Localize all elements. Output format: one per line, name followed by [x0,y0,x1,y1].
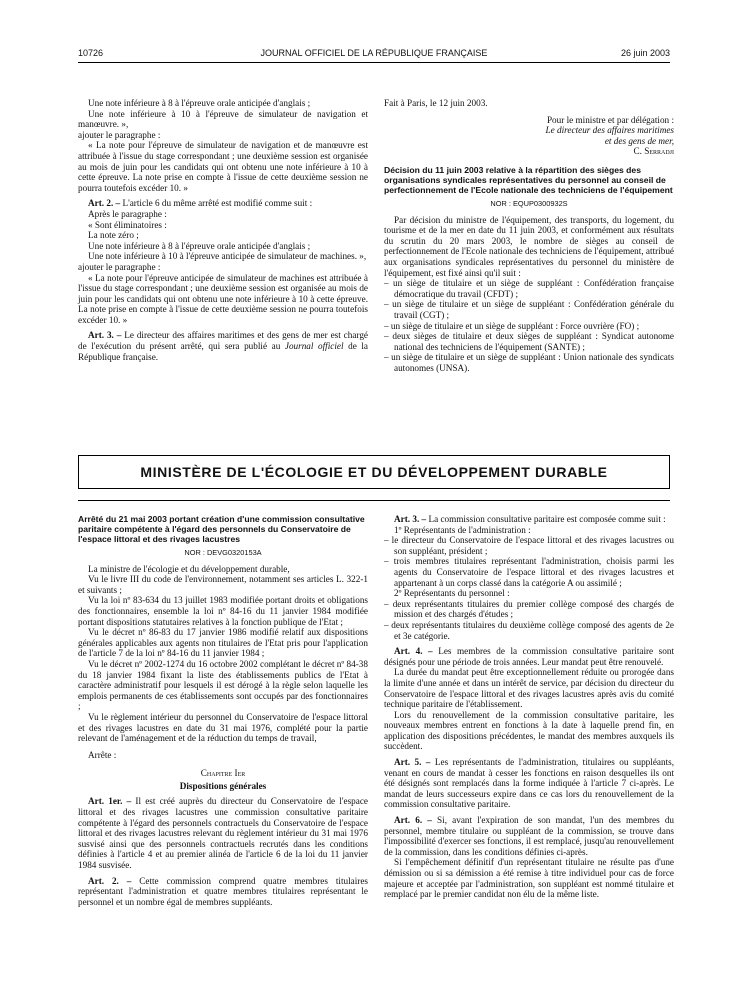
paragraph: Une note inférieure à 10 à l'épreuve de simulateur de navigation et manœuvre. », [78,108,368,130]
article-label: Art. 3. – [394,514,427,524]
article-label: Art. 2. – [88,198,121,209]
article-2 [78,876,368,908]
paragraph: Vu le livre III du code de l'environnement, notamment ses articles L. 322-1 et suivants ; [78,574,368,595]
page-header [78,48,670,60]
article-text: Cette commission comprend quatre membres titulaires représentant l'administration et quatre membres titulaires représentant le personnel et un nombre égal de membres suppléants. [78,875,368,907]
seat-list [384,278,674,373]
decision-body: Par décision du ministre de l'équipement, des transports, du logement, du tourisme et de la mer en date du 11 juin 2003, et conformément aux résultats du scrutin du 20 mars 2003, le nombre de sièges au conseil de perfectionnement de l'Ecole nationale des techniciens de l'équipement, attribué aux organisations syndicales représentatives du personnel du ministère de l'équipement, est fixé ainsi qu'il suit : [384,214,674,278]
delegation-line: Pour le ministre et par délégation : [546,114,674,125]
ministry-name: MINISTÈRE DE L'ÉCOLOGIE ET DU DÉVELOPPEMENT DURABLE [140,464,608,480]
representatives-heading: 2º Représentants du personnel : [394,588,510,599]
top-left-column [78,98,368,362]
representatives-heading: 1º Représentants de l'administration : [394,524,531,535]
list-item: – un siège de titulaire et un siège de suppléant : Confédération française démocratique du travail (CFDT) ; [384,278,674,299]
arrete-line: Arrête : [88,749,117,760]
page-number: 10726 [78,48,104,58]
article-text: Les représentants de l'administration, titulaires ou suppléants, venant en cours de mandat à cesser les fonctions en raison desquelles ils ont été désignés sont remplacés dans la forme indiquée à l'article 7 ci-après. Le mandat de leurs successeurs expire dans ce cas lors du renouvellement de la commission consultative paritaire. [384,757,674,810]
quoted-paragraph: « La note pour l'épreuve de simulateur de navigation et de manœuvre est attribuée à l'issue du stage correspondant ; une deuxième session est organisée au mois de juin pour les candidats qui ont obtenu une note inférieure à 10 à cette épreuve. La note prise en compte à l'issue de cette deuxième session ne pourra toutefois excéder 10. » [78,140,368,193]
article-5 [384,757,674,810]
paragraph: Une note inférieure à 8 à l'épreuve orale anticipée d'anglais ; [88,98,311,108]
nor-reference: NOR : EQUP0300932S [490,198,568,208]
article-3 [384,514,674,525]
arrete-title: Arrêté du 21 mai 2003 portant création d'une commission consultative paritaire compétente à l'égard des personnels du Conservatoire de l'espace littoral et des rivages lacustres [78,514,365,544]
paragraph: Si l'empêchement définitif d'un représentant titulaire ne résulte pas d'une démission ou si sa démission a été remise à titre individuel pour cas de force majeure et acceptée par l'administration, son suppléant est nommé titulaire et remplacé par le premier candidat non élu de la même liste. [384,857,674,900]
article-text: La commission consultative paritaire est composée comme suit : [428,514,666,524]
bottom-right-column [384,514,674,900]
top-right-column [384,98,674,373]
article-3 [78,330,368,362]
section-heading: Dispositions générales [179,780,267,791]
article-label: Art. 6. – [394,815,432,826]
article-text: de la République française. [78,341,369,362]
list-item: – deux représentants titulaires du premier collège composé des chargés de mission et des chargés d'études ; [384,598,674,620]
paragraph: ajouter le paragraphe : [78,129,161,140]
article-label: Art. 3. – [88,330,122,341]
list-item: – le directeur du Conservatoire de l'espace littoral et des rivages lacustres ou son suppléant, président ; [384,535,674,556]
journal-title: JOURNAL OFFICIEL DE LA RÉPUBLIQUE FRANÇAISE [260,48,488,58]
article-4 [384,646,674,667]
chapter-heading: Chapitre Ier [200,768,246,779]
place-date: Fait à Paris, le 12 juin 2003. [384,98,488,108]
list-item: – un siège de titulaire et un siège de suppléant : Force ouvrière (FO) ; [384,320,640,331]
paragraph: Vu le décret nº 86-83 du 17 janvier 1986 modifié relatif aux dispositions générales applicables aux agents non titulaires de l'Etat pris pour l'application de l'article 7 de la loi nº 84-16 du 11 janvier 1984 ; [78,627,368,659]
quoted-paragraph: « La note pour l'épreuve anticipée de simulateur de machines est attribuée à l'issue du stage correspondant ; une deuxième session est organisée au mois de juin pour les candidats qui ont obtenu une note inférieure à 10 à cette épreuve. La note prise en compte à l'issue de cette deuxième session ne pourra toutefois excéder 10. » [78,272,368,325]
paragraph: Une note inférieure à 10 à l'épreuve anticipée de simulateur de machines. », [88,251,367,262]
list-item: – un siège de titulaire et un siège de suppléant : Union nationale des syndicats autonomes (UNSA). [384,352,674,373]
list-item: – deux représentants titulaires du deuxième collège composé des agents de 2e et 3e catégorie. [384,619,674,641]
paragraph: La durée du mandat peut être exceptionnellement réduite ou prorogée dans la limite d'une année et dans un intérêt de service, par décision du directeur du Conservatoire de l'espace littoral et des rivages lacustres après avis du comité technique paritaire de l'établissement. [384,667,674,710]
list-item: – trois membres titulaires représentant l'administration, choisis parmi les agents du Conservatoire de l'espace littoral et des rivages lacustres et appartenant à un corps classé dans la catégorie A ou assimilé ; [384,556,674,588]
paragraph: Lors du renouvellement de la commission consultative paritaire, les nouveaux membres entrent en fonctions à la date à laquelle prend fin, en application des dispositions précédentes, le mandat des membres auxquels ils succèdent. [384,709,674,752]
journal-reference: Journal officiel [284,341,344,352]
article-6 [384,815,674,857]
paragraph: « Sont éliminatoires : [88,219,167,230]
article-1 [78,796,368,870]
paragraph: Après le paragraphe : [88,208,167,219]
signature-title: Le directeur des affaires maritimes [545,125,674,136]
decision-title: Décision du 11 juin 2003 relative à la répartition des sièges des organisations syndicales représentatives du personnel au conseil de perfectionnement de l'Ecole nationale des techniciens de l'équipement [384,164,673,195]
bottom-left-column [78,514,368,907]
section-rule [78,500,670,501]
article-text: Le directeur des affaires maritimes et des gens de mer est chargé de l'exécution du présent arrêté, qui sera publié au [78,330,368,352]
article-label: Art. 1er. – [88,796,132,807]
signatory: C. Serradji [633,146,674,157]
article-label: Art. 2. – [88,875,132,886]
list-item: – deux sièges de titulaire et deux sièges de suppléant : Syndicat autonome national des techniciens de l'équipement (SANTE) ; [384,331,674,352]
article-text: L'article 6 du même arrêté est modifié comme suit : [122,198,313,209]
article-label: Art. 4. – [394,646,433,657]
paragraph: Vu le règlement intérieur du personnel du Conservatoire de l'espace littoral et des rivages lacustres en date du 31 mai 1976, complété pour la partie relevant de l'aménagement et de la réduction du temps de travail, [78,711,368,744]
nor-reference: NOR : DEVG0320153A [184,548,262,557]
paragraph: Vu le décret nº 2002-1274 du 16 octobre 2002 complétant le décret nº 84-38 du 18 janvier 1984 fixant la liste des établissements publics de l'Etat à caractère administratif pour lesquels il est dérogé à la règle selon laquelle les emplois permanents de ces établissements sont occupés par des fonctionnaires ; [78,658,368,712]
article-text: Il est créé auprès du directeur du Conservatoire de l'espace littoral et des rivages lacustres une commission consultative paritaire compétente à l'égard des personnels contractuels du Conservatoire de l'espace littoral et des rivages lacustres relevant du règlement intérieur du 31 mai 1976 susvisé ainsi que des personnels contractuels recrutés dans les conditions définies à l'article 4 et au premier alinéa de l'article 6 de la loi du 11 janvier 1984 susvisée. [78,796,368,871]
paragraph: Vu la loi nº 83-634 du 13 juillet 1983 modifiée portant droits et obligations des fonctionnaires, ensemble la loi nº 84-16 du 11 janvier 1984 modifiée portant dispositions statutaires relatives à la fonction publique de l'Etat ; [78,595,368,627]
paragraph: Une note inférieure à 8 à l'épreuve orale anticipée d'anglais ; [88,240,311,251]
paragraph: La ministre de l'écologie et du développement durable, [88,563,290,574]
article-text: Si, avant l'expiration de son mandat, l'un des membres du personnel, membre titulaire ou suppléant de la commission, se trouve dans l'impossibilité d'exercer ses fonctions, il est remplacé, jusqu'au renouvellement de la commission, dans les conditions définies ci-après. [384,815,675,857]
article-text: Les membres de la commission consultative paritaire sont désignés pour une période de trois années. Leur mandat peut être renouvelé. [384,646,674,667]
ministry-banner [78,455,670,489]
paragraph: ajouter le paragraphe : [78,261,161,272]
paragraph: La note zéro ; [88,230,139,241]
article-label: Art. 5. – [394,757,431,768]
header-rule [78,62,670,63]
list-item: – un siège de titulaire et un siège de suppléant : Confédération générale du travail (CGT) ; [384,299,674,320]
signature-title: et des gens de mer, [604,135,674,146]
article-2 [78,198,368,209]
issue-date: 26 juin 2003 [620,48,670,58]
